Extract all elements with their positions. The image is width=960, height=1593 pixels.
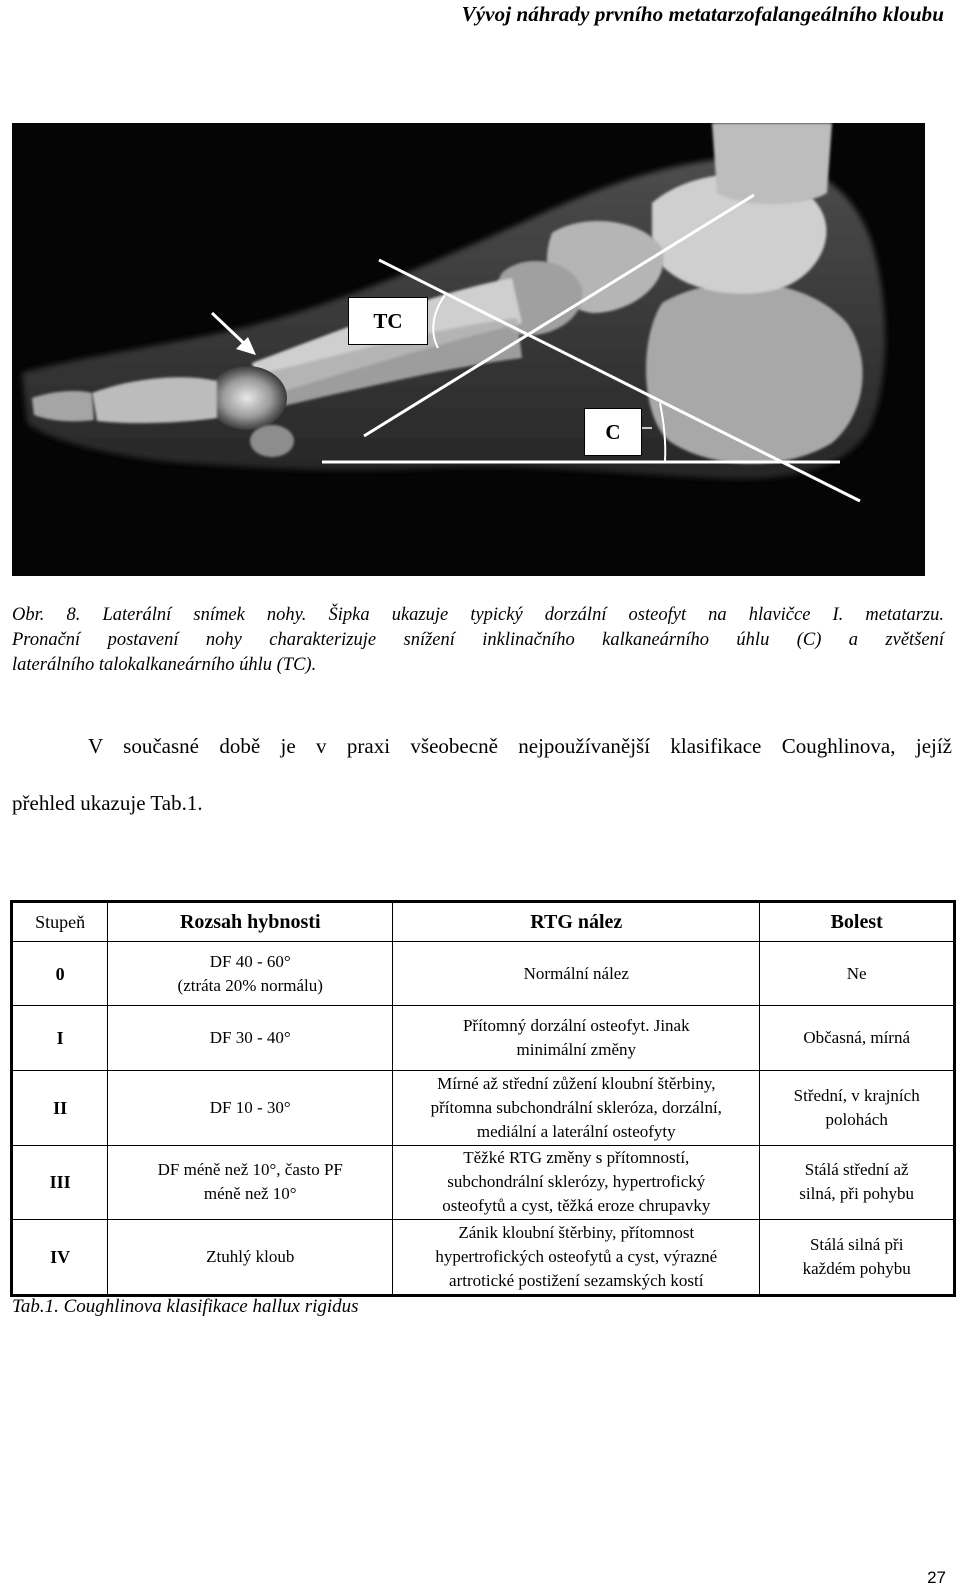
grade-cell: II [12,1070,108,1145]
grade-cell: 0 [12,942,108,1006]
table-row [12,1070,955,1145]
cell-line: DF 40 - 60° [209,951,291,971]
header-bolest: Bolest [760,902,955,942]
bolest-cell [760,1006,955,1070]
header-rtg: RTG nález [393,902,760,942]
table-header-row [12,902,955,942]
cell-line: DF 10 - 30° [209,1097,291,1117]
cell-line: méně než 10° [203,1184,297,1204]
bolest-cell [760,1145,955,1220]
cell-line: silná, při pohybu [799,1184,915,1204]
coughlin-classification-table [10,900,956,1297]
cell-line: Těžké RTG změny s přítomností, [463,1148,690,1168]
table-row [12,1145,955,1220]
cell-line: Stálá silná při [809,1235,904,1255]
grade-cell: IV [12,1220,108,1296]
rozsah-cell [108,1070,393,1145]
table-row [12,1220,955,1296]
cell-line: DF méně než 10°, často PF [157,1160,343,1180]
rtg-cell [393,1006,760,1070]
cell-line: Mírné až střední zůžení kloubní štěrbiny, [437,1073,716,1093]
cell-line: každém pohybu [802,1259,911,1279]
rtg-cell [393,1070,760,1145]
caption-line: laterálního talokalkaneárního úhlu (TC). [12,655,317,675]
cell-line: Střední, v krajních [793,1085,920,1105]
cell-line: Přítomný dorzální osteofyt. Jinak [462,1016,690,1036]
cell-line: artrotické postižení sezamských kostí [449,1271,704,1291]
cell-line: DF 30 - 40° [209,1028,291,1048]
cell-line: Normální nález [523,963,629,983]
figure-caption [12,603,944,678]
body-paragraph-line: V současné době je v praxi všeobecně nejpoužívanější klasifikace Coughlinova, jejíž [88,734,952,758]
table-row [12,1006,955,1070]
table-caption: Tab.1. Coughlinova klasifikace hallux rigidus [12,1296,359,1317]
rozsah-cell [108,1220,393,1296]
cell-line: přítomna subchondrální skleróza, dorzální, [430,1097,722,1117]
cell-line: minimální změny [516,1040,636,1060]
cell-line: Ne [846,963,867,983]
caption-line: Obr. 8. Laterální snímek nohy. Šipka ukazuje typický dorzální osteofyt na hlavičce I. metatarzu. [12,605,944,625]
c-angle-label: C [584,408,642,456]
header-rozsah: Rozsah hybnosti [108,902,393,942]
bolest-cell [760,1070,955,1145]
tc-angle-label: TC [348,297,428,345]
xray-image [12,123,925,576]
cell-line: hypertrofických osteofytů a cyst, výrazné [435,1247,718,1267]
cell-line: Občasná, mírná [803,1028,911,1048]
bolest-cell [760,942,955,1006]
cell-line: subchondrální sklerózy, hypertrofický [447,1172,706,1192]
rtg-cell [393,942,760,1006]
rozsah-cell [108,1145,393,1220]
page-number: 27 [927,1568,946,1587]
cell-line: Stálá střední až [804,1160,909,1180]
header-stupen: Stupeň [12,902,108,942]
rozsah-cell [108,1006,393,1070]
bolest-cell [760,1220,955,1296]
cell-line: (ztráta 20% normálu) [177,975,323,995]
rtg-cell [393,1145,760,1220]
cell-line: mediální a laterální osteofyty [476,1121,676,1141]
rozsah-cell [108,942,393,1006]
running-header: Vývoj náhrady prvního metatarzofalangeálního kloubu [461,2,944,26]
grade-cell: III [12,1145,108,1220]
grade-cell: I [12,1006,108,1070]
table-row [12,942,955,1006]
caption-line: Pronační postavení nohy charakterizuje snížení inklinačního kalkaneárního úhlu (C) a zvětšení [12,630,944,650]
cell-line: osteofytů a cyst, těžká eroze chrupavky [442,1196,711,1216]
cell-line: Zánik kloubní štěrbiny, přítomnost [458,1223,695,1243]
body-paragraph-line: přehled ukazuje Tab.1. [12,791,203,815]
rtg-cell [393,1220,760,1296]
cell-line: Ztuhlý kloub [206,1247,295,1267]
cell-line: polohách [825,1109,888,1129]
